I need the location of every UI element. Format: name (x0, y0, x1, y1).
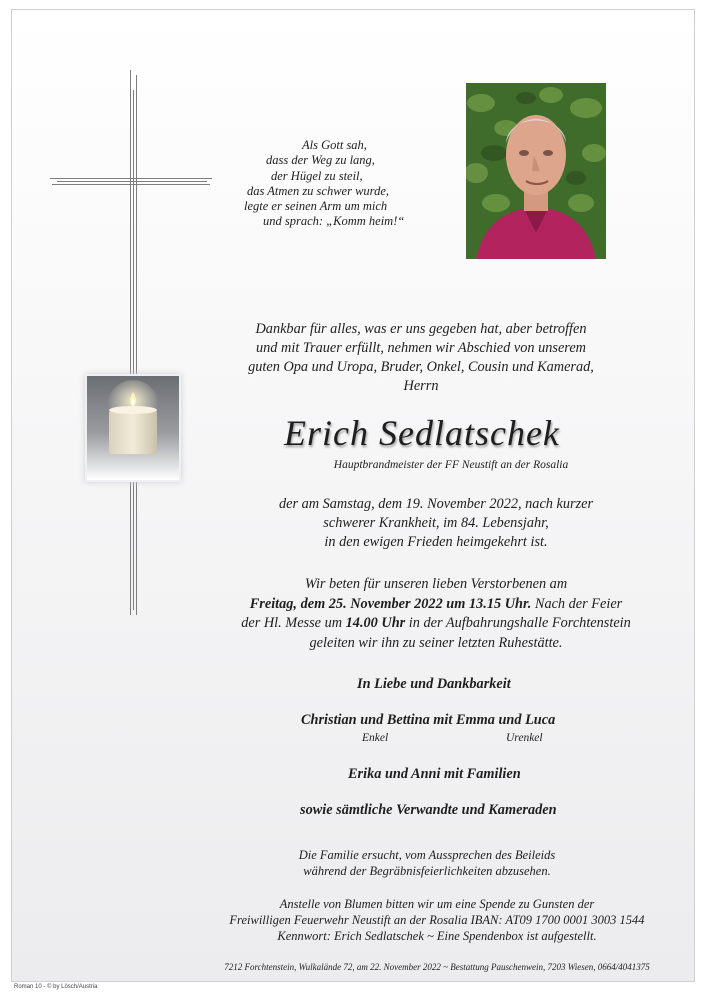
poem (242, 138, 442, 230)
poem-line: legte er seinen Arm um mich (244, 199, 388, 214)
intro-line: Dankbar für alles, was er uns gegeben hat, aber betroffen (255, 321, 587, 337)
funeral-text: in der Aufbahrungshalle Forchtenstein (405, 615, 631, 631)
donation-line: Freiwilligen Feuerwehr Neustift an der Rosalia IBAN: AT09 1700 0001 3003 1544 (229, 913, 645, 927)
mourners-heading: In Liebe und Dankbarkeit (357, 676, 511, 692)
donation-line: Kennwort: Erich Sedlatschek ~ Eine Spendenbox ist aufgestellt. (277, 929, 597, 943)
poem-line: der Hügel zu steil, (271, 168, 363, 183)
donation-line: Anstelle von Blumen bitten wir um eine Spende zu Gunsten der (279, 897, 595, 911)
obituary-card (11, 9, 695, 982)
label-enkel: Enkel (362, 732, 389, 744)
death-line: in den ewigen Frieden heimgekehrt ist. (324, 534, 548, 550)
funeral-line (216, 614, 656, 634)
death-line: der am Samstag, dem 19. November 2022, nach kurzer (278, 496, 594, 512)
funeral-line: Wir beten für unseren lieben Verstorbenen am (304, 576, 568, 592)
candle-image (85, 374, 181, 482)
request-line: während der Begräbnisfeierlichkeiten abzusehen. (303, 864, 551, 878)
label-urenkel: Urenkel (506, 732, 543, 744)
poem-line: und sprach: „Komm heim!“ (263, 214, 405, 229)
deceased-name: Erich Sedlatschek (284, 413, 560, 453)
donation-note (202, 896, 672, 944)
intro-text (221, 320, 621, 396)
mourners-family-2: Erika und Anni mit Familien (348, 766, 521, 782)
funeral-date: Freitag, dem 25. November 2022 um 13.15 Uhr. (249, 595, 532, 612)
death-line: schwerer Krankheit, im 84. Lebensjahr, (323, 515, 549, 531)
funeral-line (216, 595, 656, 615)
portrait-photo (466, 83, 606, 259)
poem-line: Als Gott sah, (302, 138, 367, 152)
footer-address: 7212 Forchtenstein, Wulkalände 72, am 22. November 2022 ~ Bestattung Pauschenwein, 7203 Wiesen, 0664/4041375 (224, 962, 650, 972)
intro-line: und mit Trauer erfüllt, nehmen wir Abschied von unserem (256, 340, 586, 356)
brand-credit: Roman 10 - © by Lösch/Austria (14, 984, 98, 990)
funeral-line: geleiten wir ihn zu seiner letzten Ruhestätte. (309, 634, 563, 651)
death-notice (216, 495, 656, 552)
intro-line: guten Opa und Uropa, Bruder, Onkel, Cousin und Kamerad, (248, 359, 594, 375)
mass-time: 14.00 Uhr (345, 615, 406, 631)
request-line: Die Familie ersucht, vom Aussprechen des Beileids (298, 848, 556, 862)
funeral-text: Nach der Feier (531, 595, 623, 612)
poem-line: dass der Weg zu lang, (266, 153, 375, 168)
rank-title: Hauptbrandmeister der FF Neustift an der Rosalia (333, 459, 569, 471)
mourners-family-1: Christian und Bettina mit Emma und Luca (301, 712, 556, 728)
funeral-text: der Hl. Messe um (241, 615, 346, 631)
intro-line: Herrn (403, 378, 439, 394)
poem-line: das Atmen zu schwer wurde, (247, 183, 390, 198)
condolence-request (212, 847, 642, 879)
mourners-family-3: sowie sämtliche Verwandte und Kameraden (300, 802, 557, 818)
funeral-details (216, 575, 656, 653)
